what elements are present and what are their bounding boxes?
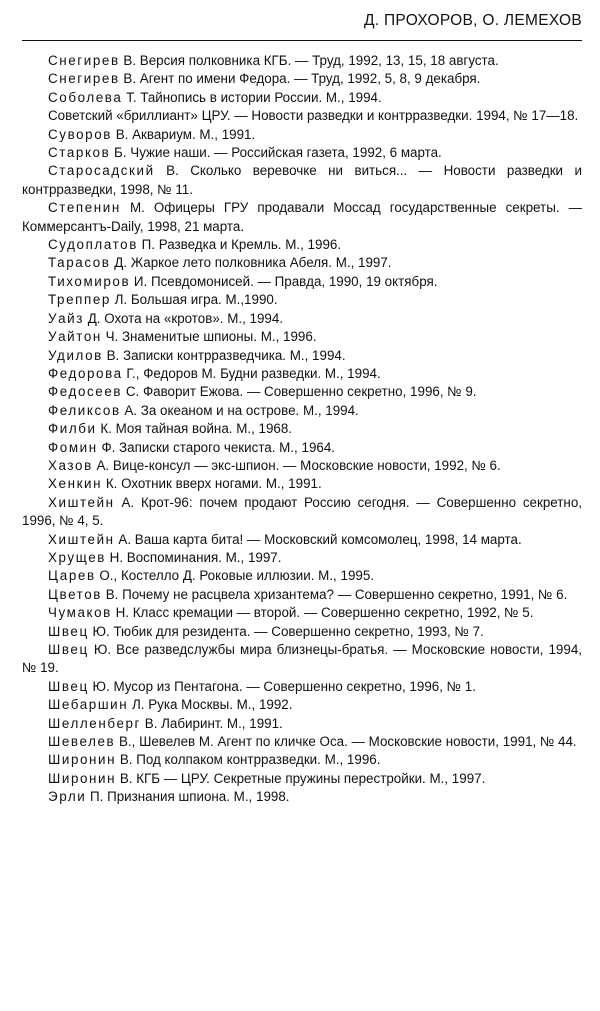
entry-details: Ю. Все разведслужбы мира близнецы-братья. — Московские новости, 1994, № 19. xyxy=(22,642,582,676)
entry-details: И. Псевдомонисей. — Правда, 1990, 19 октября. xyxy=(130,273,438,289)
bibliography-entry xyxy=(22,236,582,254)
bibliography-entry xyxy=(22,365,582,383)
bibliography-entry xyxy=(22,52,582,70)
bibliography-entry xyxy=(22,162,582,199)
entry-author: Уайтон xyxy=(48,329,102,345)
bibliography-entry xyxy=(22,678,582,696)
bibliography-entry xyxy=(22,733,582,751)
entry-details: В. Под колпаком контрразведки. М., 1996. xyxy=(116,752,381,768)
entry-author: Федосеев xyxy=(48,384,123,400)
entry-author: Широнин xyxy=(48,752,117,768)
bibliography-entry xyxy=(22,273,582,291)
entry-author: Старосадский xyxy=(48,163,155,179)
entry-details: В. Аквариум. М., 1991. xyxy=(111,126,256,142)
entry-details: Л. Рука Москвы. М., 1992. xyxy=(128,697,293,713)
entry-details: Ч. Знаменитые шпионы. М., 1996. xyxy=(101,329,317,345)
entry-details: А. Вице-консул — экс-шпион. — Московские новости, 1992, № 6. xyxy=(92,457,501,473)
entry-author: Шевелев xyxy=(48,734,116,750)
header-rule xyxy=(22,40,582,41)
entry-author: Суворов xyxy=(48,126,112,142)
bibliography-entry xyxy=(22,89,582,107)
bibliography-entry xyxy=(22,254,582,272)
entry-details: В. Лабиринт. М., 1991. xyxy=(141,715,283,731)
bibliography-entry xyxy=(22,107,582,125)
entry-author: Царев xyxy=(48,568,96,584)
bibliography-entry xyxy=(22,310,582,328)
entry-author: Чумаков xyxy=(48,605,112,621)
bibliography-entry xyxy=(22,199,582,236)
entry-details: В. КГБ — ЦРУ. Секретные пружины перестройки. М., 1997. xyxy=(116,770,486,786)
entry-details: Г., Федоров М. Будни разведки. М., 1994. xyxy=(122,365,381,381)
bibliography-entry xyxy=(22,715,582,733)
entry-author: Уайз xyxy=(48,310,84,326)
entry-author: Швец xyxy=(48,623,89,639)
entry-details: Советский «бриллиант» ЦРУ. — Новости разведки и контрразведки. 1994, № 17—18. xyxy=(48,108,579,124)
bibliography-entry xyxy=(22,144,582,162)
bibliography-entry xyxy=(22,347,582,365)
bibliography-entry xyxy=(22,549,582,567)
entry-details: К. Моя тайная война. М., 1968. xyxy=(96,421,293,437)
entry-author: Широнин xyxy=(48,770,117,786)
bibliography-entry xyxy=(22,439,582,457)
entry-details: В. Сколько веревочке ни виться... — Новости разведки и контрразведки, 1998, № 11. xyxy=(22,163,582,197)
entry-details: А. Крот-96: почем продают Россию сегодня. — Совершенно секретно, 1996, № 4, 5. xyxy=(22,494,582,529)
entry-author: Хиштейн xyxy=(48,494,115,510)
bibliography-entry xyxy=(22,328,582,346)
entry-author: Снегирев xyxy=(48,71,120,87)
entry-author: Хрущев xyxy=(48,549,106,565)
bibliography-entry xyxy=(22,770,582,788)
bibliography-entry xyxy=(22,586,582,604)
bibliography-entry xyxy=(22,402,582,420)
entry-author: Швец xyxy=(48,678,89,694)
bibliography-entry xyxy=(22,604,582,622)
bibliography-entry xyxy=(22,126,582,144)
entry-author: Швец xyxy=(48,642,89,657)
entry-details: Д. Охота на «кротов». М., 1994. xyxy=(83,310,284,326)
entry-details: О., Костелло Д. Роковые иллюзии. М., 1995. xyxy=(95,568,375,584)
entry-author: Старков xyxy=(48,145,111,161)
entry-details: Н. Воспоминания. М., 1997. xyxy=(105,549,282,565)
entry-author: Эрли xyxy=(48,789,87,805)
entry-author: Цветов xyxy=(48,586,103,602)
entry-details: М. Офицеры ГРУ продавали Моссад государственные секреты. — Коммерсантъ-Daily, 1998, 21 марта. xyxy=(22,200,582,234)
entry-author: Шелленберг xyxy=(48,715,142,731)
entry-details: В. Записки контрразведчика. М., 1994. xyxy=(102,347,346,363)
entry-details: П. Разведка и Кремль. М., 1996. xyxy=(137,237,342,253)
bibliography-entry xyxy=(22,531,582,549)
entry-details: А. За океаном и на острове. М., 1994. xyxy=(120,402,359,418)
entry-author: Хенкин xyxy=(48,476,103,492)
entry-details: Т. Тайнопись в истории России. М., 1994. xyxy=(122,89,382,105)
entry-author: Тарасов xyxy=(48,255,111,271)
entry-author: Фомин xyxy=(48,439,98,455)
entry-details: Л. Большая игра. М.,1990. xyxy=(110,292,278,308)
entry-author: Феликсов xyxy=(48,402,121,418)
entry-author: Федорова xyxy=(48,365,123,381)
bibliography-entry xyxy=(22,291,582,309)
entry-author: Тихомиров xyxy=(48,273,131,289)
entry-details: Ф. Записки старого чекиста. М., 1964. xyxy=(97,439,336,455)
bibliography-entry xyxy=(22,475,582,493)
entry-details: В. Почему не расцвела хризантема? — Совершенно секретно, 1991, № 6. xyxy=(102,586,568,602)
bibliography-entry xyxy=(22,567,582,585)
entry-author: Судоплатов xyxy=(48,237,138,253)
entry-author: Соболева xyxy=(48,89,123,105)
entry-details: Ю. Тюбик для резидента. — Совершенно секретно, 1993, № 7. xyxy=(88,623,484,639)
bibliography-entry xyxy=(22,751,582,769)
entry-details: Б. Чужие наши. — Российская газета, 1992, 6 марта. xyxy=(110,145,442,161)
bibliography-entry xyxy=(22,70,582,88)
entry-details: С. Фаворит Ежова. — Совершенно секретно, 1996, № 9. xyxy=(122,384,477,400)
entry-author: Шебаршин xyxy=(48,697,129,713)
entry-author: Хазов xyxy=(48,457,93,473)
bibliography-entry xyxy=(22,788,582,806)
entry-author: Удилов xyxy=(48,347,103,363)
running-head: Д. ПРОХОРОВ, О. ЛЕМЕХОВ xyxy=(363,12,582,29)
entry-author: Хиштейн xyxy=(48,531,115,547)
entry-details: Д. Жаркое лето полковника Абеля. М., 1997. xyxy=(110,255,392,271)
bibliography-list xyxy=(22,52,582,807)
entry-author: Снегирев xyxy=(48,53,120,68)
entry-details: К. Охотник вверх ногами. М., 1991. xyxy=(102,476,322,492)
bibliography-entry xyxy=(22,420,582,438)
entry-details: П. Признания шпиона. М., 1998. xyxy=(86,789,290,805)
entry-author: Степенин xyxy=(48,200,121,216)
bibliography-entry xyxy=(22,696,582,714)
bibliography-entry xyxy=(22,494,582,531)
entry-details: Н. Класс кремации — второй. — Совершенно секретно, 1992, № 5. xyxy=(111,605,534,621)
entry-author: Филби xyxy=(48,421,97,437)
bibliography-entry xyxy=(22,383,582,401)
bibliography-entry xyxy=(22,641,582,678)
entry-details: В., Шевелев М. Агент по кличке Оса. — Московские новости, 1991, № 44. xyxy=(115,734,577,750)
bibliography-entry xyxy=(22,623,582,641)
entry-details: В. Агент по имени Федора. — Труд, 1992, 5, 8, 9 декабря. xyxy=(119,71,481,87)
entry-author: Треппер xyxy=(48,292,111,308)
bibliography-entry xyxy=(22,457,582,475)
entry-details: Ю. Мусор из Пентагона. — Совершенно секретно, 1996, № 1. xyxy=(88,678,476,694)
entry-details: А. Ваша карта бита! — Московский комсомолец, 1998, 14 марта. xyxy=(114,531,522,547)
entry-details: В. Версия полковника КГБ. — Труд, 1992, 13, 15, 18 августа. xyxy=(119,53,499,68)
